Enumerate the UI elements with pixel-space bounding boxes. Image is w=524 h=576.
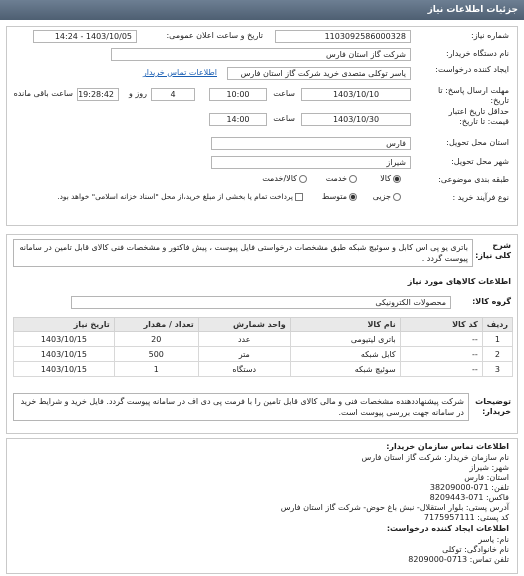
validity-label: حداقل تاریخ اعتبار قیمت: تا تاریخ:: [448, 107, 509, 126]
table-row: [14, 347, 513, 362]
proc-partial-option[interactable]: [373, 192, 401, 201]
cell-qty: 1: [114, 362, 198, 377]
cell-name: باتری لیتیومی: [290, 332, 400, 347]
goods-info-title: اطلاعات کالاهای مورد نیاز: [407, 277, 511, 286]
goods-group-label: گروه کالا:: [472, 297, 511, 306]
remaining-label: ساعت باقی مانده: [13, 89, 73, 98]
validity-date-field: 1403/10/30: [301, 113, 411, 126]
page-header: [0, 0, 524, 20]
requester-field: یاسر توکلی متصدی خرید شرکت گاز استان فارس: [227, 67, 411, 80]
creator-phone: تلفن تماس: 0713-8209000: [408, 555, 509, 564]
deadline-date-field: 1403/10/10: [301, 88, 411, 101]
contact-address: آدرس پستی: بلوار استقلال- نبش باغ حوض- شرکت گاز استان فارس: [280, 503, 509, 512]
col-date: تاریخ نیاز: [14, 318, 115, 332]
payment-note: پرداخت تمام یا بخشی از مبلغ خرید،از محل "اسناد خزانه اسلامی" خواهد بود.: [57, 192, 293, 201]
contact-city: شهر: شیراز: [469, 463, 509, 472]
cat-service-option[interactable]: [326, 174, 357, 183]
need-number-label: شماره نیاز:: [471, 31, 509, 40]
process-label: نوع فرآیند خرید :: [452, 193, 509, 202]
creator-title: اطلاعات ایجاد کننده درخواست:: [386, 524, 509, 533]
buyer-notes-field: شرکت پیشنهاددهنده مشخصات فنی و مالی کالای قابل تامین را با فرمت پی دی اف در سامانه پیوست گردد. فایل خرید و شرایط خرید در سامانه جهت بررسی پیوست است.: [13, 393, 469, 421]
province-field: فارس: [211, 137, 411, 150]
cell-code: --: [400, 347, 482, 362]
contact-fax: فاکس: 071-8209443: [429, 493, 509, 502]
cat-goods-radio-icon: [393, 175, 401, 183]
general-info-panel: [6, 26, 518, 226]
cell-name: سوئیچ شبکه: [290, 362, 400, 377]
contact-phone: تلفن: 071-38209000: [429, 483, 509, 492]
payment-checkbox-icon: [295, 193, 303, 201]
announce-field: 1403/10/05 - 14:24: [33, 30, 137, 43]
city-field: شیراز: [211, 156, 411, 169]
cell-row: 2: [482, 347, 512, 362]
proc-partial-label: جزیی: [372, 192, 391, 201]
table-header-row: [14, 318, 513, 332]
cell-code: --: [400, 332, 482, 347]
buyer-contact-link[interactable]: اطلاعات تماس خریدار: [142, 68, 217, 77]
goods-table: [13, 317, 513, 377]
cat-goods-label: کالا: [380, 174, 391, 183]
buyer-org-field: شرکت گاز استان فارس: [111, 48, 411, 61]
proc-medium-option[interactable]: [322, 192, 357, 201]
cat-service-label: خدمت: [325, 174, 347, 183]
contact-info-panel: [6, 438, 518, 574]
cell-row: 3: [482, 362, 512, 377]
cat-goods-service-label: کالا/خدمت: [262, 174, 297, 183]
days-label: روز و: [129, 89, 147, 98]
col-name: نام کالا: [290, 318, 400, 332]
category-label: طبقه بندی موضوعی:: [438, 175, 509, 184]
need-details-panel: [6, 234, 518, 434]
contact-org: نام سازمان خریدار: شرکت گاز استان فارس: [361, 453, 509, 462]
page-title: جزئیات اطلاعات نیاز: [427, 5, 518, 15]
creator-family: نام خانوادگی: توکلی: [442, 545, 509, 554]
cell-unit: دستگاه: [198, 362, 290, 377]
col-unit: واحد شمارش: [198, 318, 290, 332]
cat-service-radio-icon: [349, 175, 357, 183]
cell-name: کابل شبکه: [290, 347, 400, 362]
cell-code: --: [400, 362, 482, 377]
validity-time-label: ساعت: [273, 114, 295, 123]
cell-date: 1403/10/15: [14, 347, 115, 362]
buyer-notes-label: توضیحات خریدار:: [475, 397, 511, 416]
goods-group-field: محصولات الکترونیکی: [71, 296, 451, 309]
deadline-time-field: 10:00: [209, 88, 267, 101]
cat-goods-service-radio-icon: [299, 175, 307, 183]
cell-qty: 20: [114, 332, 198, 347]
cell-unit: متر: [198, 347, 290, 362]
cat-goods-option[interactable]: [380, 174, 401, 183]
col-code: کد کالا: [400, 318, 482, 332]
contact-postal: کد پستی: 7175957111: [423, 513, 509, 522]
days-field: 4: [151, 88, 195, 101]
deadline-label: مهلت ارسال پاسخ: تا تاریخ:: [437, 86, 509, 105]
summary-label: شرح کلی نیاز:: [475, 241, 511, 260]
contact-province: استان: فارس: [464, 473, 509, 482]
requester-label: ایجاد کننده درخواست:: [435, 65, 509, 74]
cell-date: 1403/10/15: [14, 332, 115, 347]
table-row: [14, 332, 513, 347]
col-row: ردیف: [482, 318, 512, 332]
need-number-field: 1103092586000328: [275, 30, 411, 43]
cat-goods-service-option[interactable]: [262, 174, 307, 183]
table-row: [14, 362, 513, 377]
proc-medium-radio-icon: [349, 193, 357, 201]
province-label: استان محل تحویل:: [446, 138, 509, 147]
announce-label: تاریخ و ساعت اعلان عمومی:: [166, 31, 263, 40]
cell-row: 1: [482, 332, 512, 347]
buyer-org-label: نام دستگاه خریدار:: [446, 49, 509, 58]
contact-title: اطلاعات تماس سازمان خریدار:: [386, 442, 509, 451]
cell-qty: 500: [114, 347, 198, 362]
col-qty: تعداد / مقدار: [114, 318, 198, 332]
deadline-time-label: ساعت: [273, 89, 295, 98]
validity-time-field: 14:00: [209, 113, 267, 126]
summary-field: باتری یو پی اس کابل و سوئیچ شبکه طبق مشخصات درخواستی فایل پیوست ، پیش فاکتور و مشخصات فنی کالای قابل تامین در سامانه پیوست گردد .: [13, 239, 473, 267]
cell-unit: عدد: [198, 332, 290, 347]
proc-medium-label: متوسط: [321, 192, 347, 201]
remaining-time-field: 19:28:42: [77, 88, 119, 101]
creator-name: نام: یاسر: [478, 535, 509, 544]
payment-option[interactable]: [57, 192, 303, 201]
cell-date: 1403/10/15: [14, 362, 115, 377]
city-label: شهر محل تحویل:: [451, 157, 509, 166]
proc-partial-radio-icon: [393, 193, 401, 201]
